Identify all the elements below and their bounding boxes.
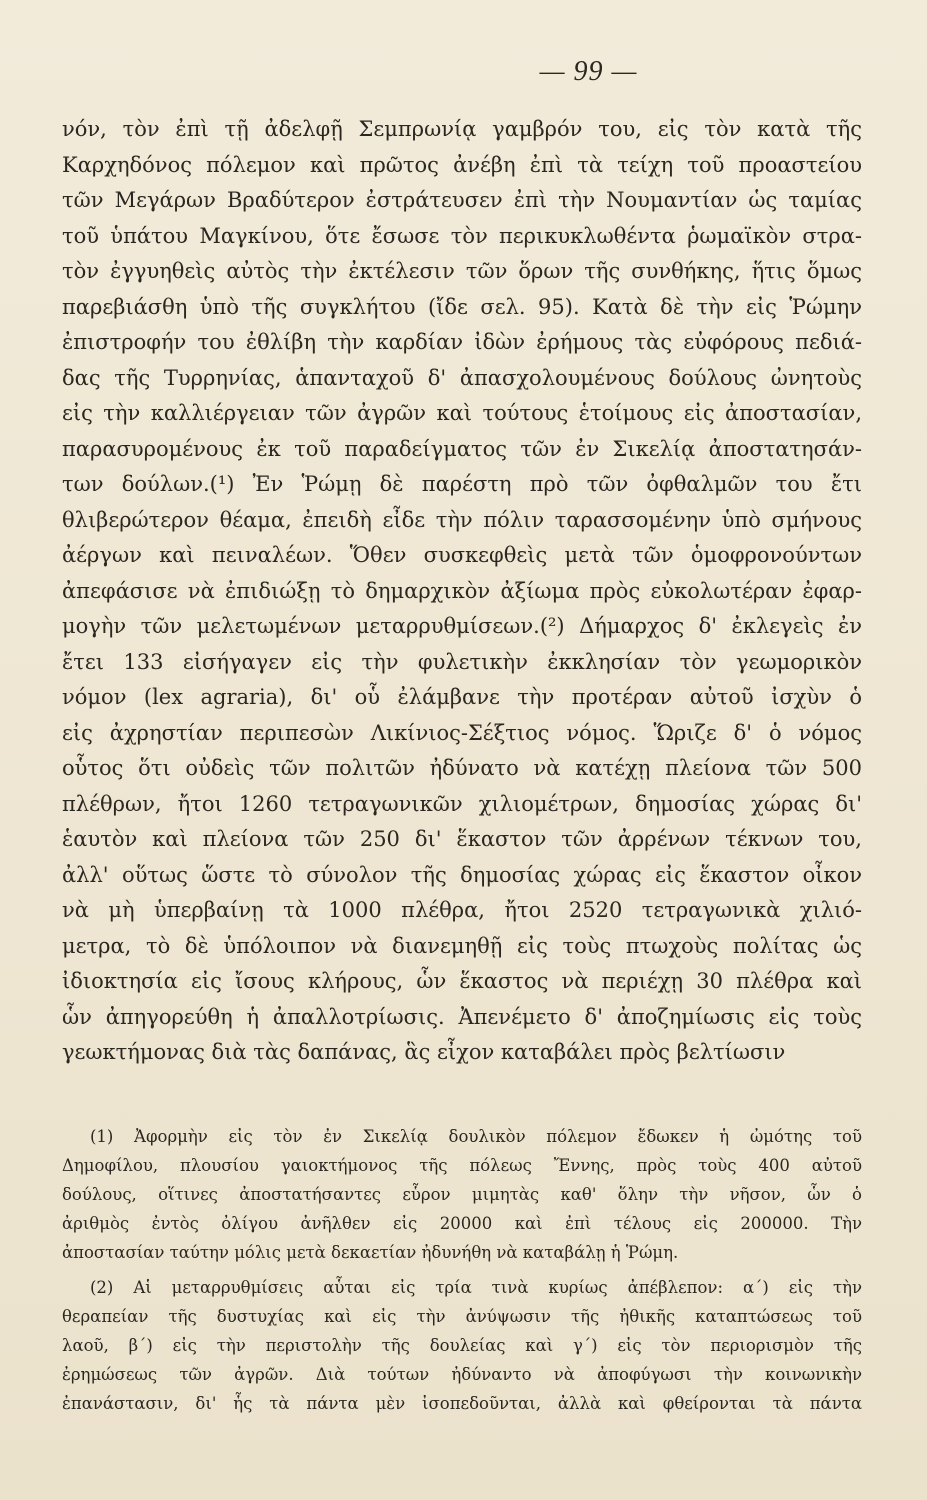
text-line: μογὴν τῶν μελετωμένων μεταρρυθμίσεων.(²) Δήμαρχος δ' ἐκλεγεὶς ἐν — [62, 614, 862, 638]
text-line: παρεβιάσθη ὑπὸ τῆς συγκλήτου (ἴδε σελ. 95). Κατὰ δὲ τὴν εἰς Ῥώμην — [62, 294, 862, 319]
footnote-line: θεραπείαν τῆς δυστυχίας καὶ εἰς τὴν ἀνύψωσιν τῆς ἠθικῆς καταπτώσεως τοῦ — [62, 1307, 862, 1326]
text-line: νόν, τὸν ἐπὶ τῇ ἀδελφῇ Σεμπρωνίᾳ γαμβρόν του, εἰς τὸν κατὰ τῆς — [62, 117, 862, 141]
text-line: τοῦ ὑπάτου Μαγκίνου, ὅτε ἔσωσε τὸν περικυκλωθέντα ῥωμαϊκὸν στρα- — [62, 223, 862, 248]
text-line: οὗτος ὅτι οὐδεὶς τῶν πολιτῶν ἠδύνατο νὰ κατέχῃ πλείονα τῶν 500 — [62, 756, 862, 780]
main-text — [62, 112, 862, 1071]
footnote-line: ἐπανάστασιν, δι' ἧς τὰ πάντα μὲν ἰσοπεδοῦνται, ἀλλὰ καὶ φθείρονται τὰ πάντα — [62, 1394, 862, 1413]
footnote-1 — [62, 1122, 862, 1267]
text-line: ἰδιοκτησία εἰς ἴσους κλήρους, ὧν ἕκαστος νὰ περιέχῃ 30 πλέθρα καὶ — [62, 969, 862, 993]
text-line: ἀέργων καὶ πειναλέων. Ὅθεν συσκεφθεὶς μετὰ τῶν ὁμοφρονούντων — [62, 543, 862, 567]
text-line: πλέθρων, ἤτοι 1260 τετραγωνικῶν χιλιομέτρων, δημοσίας χώρας δι' — [62, 791, 862, 816]
text-line: των δούλων.(¹) Ἐν Ῥώμῃ δὲ παρέστη πρὸ τῶν ὀφθαλμῶν του ἔτι — [62, 472, 862, 496]
text-line: τῶν Μεγάρων Βραδύτερον ἐστράτευσεν ἐπὶ τὴν Νουμαντίαν ὡς ταμίας — [62, 188, 862, 212]
text-line: μετρα, τὸ δὲ ὑπόλοιπον νὰ διανεμηθῇ εἰς τοὺς πτωχοὺς πολίτας ὡς — [62, 933, 862, 958]
text-line: Καρχηδόνος πόλεμον καὶ πρῶτος ἀνέβη ἐπὶ τὰ τείχη τοῦ προαστείου — [62, 152, 862, 177]
text-line: εἰς τὴν καλλιέργειαν τῶν ἀγρῶν καὶ τούτους ἑτοίμους εἰς ἀποστασίαν, — [62, 401, 862, 425]
footnote-2 — [62, 1273, 862, 1418]
footnote-line: Δημοφίλου, πλουσίου γαιοκτήμονος τῆς πόλεως Ἔννης, πρὸς τοὺς 400 αὐτοῦ — [62, 1156, 862, 1175]
footnote-line: (2) Αἱ μεταρρυθμίσεις αὗται εἰς τρία τινὰ κυρίως ἀπέβλεπον: α΄) εἰς τὴν — [90, 1278, 862, 1297]
text-line: νόμον (lex agraria), δι' οὗ ἐλάμβανε τὴν προτέραν αὐτοῦ ἰσχὺν ὁ — [62, 685, 862, 709]
text-line: δας τῆς Τυρρηνίας, ἁπανταχοῦ δ' ἀπασχολουμένους δούλους ὠνητοὺς — [62, 365, 862, 390]
footnote-line: λαοῦ, β΄) εἰς τὴν περιστολὴν τῆς δουλείας καὶ γ΄) εἰς τὸν περιορισμὸν τῆς — [62, 1336, 862, 1355]
footnotes — [62, 1122, 862, 1418]
footnote-line: ἐρημώσεως τῶν ἀγρῶν. Διὰ τούτων ἠδύναντο νὰ ἀποφύγωσι τὴν κοινωνικὴν — [62, 1365, 862, 1384]
text-line: ἐπιστροφήν του ἐθλίβη τὴν καρδίαν ἰδὼν ἐρήμους τὰς εὐφόρους πεδιά- — [62, 330, 862, 354]
text-line: ἀλλ' οὕτως ὥστε τὸ σύνολον τῆς δημοσίας χώρας εἰς ἕκαστον οἶκον — [62, 862, 862, 887]
text-line: ἀπεφάσισε νὰ ἐπιδιώξῃ τὸ δημαρχικὸν ἀξίωμα πρὸς εὐκολωτέραν ἐφαρ- — [62, 578, 862, 603]
text-line: παρασυρομένους ἐκ τοῦ παραδείγματος τῶν ἐν Σικελίᾳ ἀποστατησάν- — [62, 436, 862, 461]
footnote-line: (1) Ἀφορμὴν εἰς τὸν ἐν Σικελίᾳ δουλικὸν πόλεμον ἔδωκεν ἡ ὠμότης τοῦ — [90, 1127, 862, 1146]
footnote-line: ἀποστασίαν ταύτην μόλις μετὰ δεκαετίαν ἠδυνήθη νὰ καταβάλῃ ἡ Ῥώμη. — [62, 1243, 679, 1262]
text-line: θλιβερώτερον θέαμα, ἐπειδὴ εἶδε τὴν πόλιν ταρασσομένην ὑπὸ σμήνους — [62, 507, 862, 532]
footnote-line: δούλους, οἵτινες ἀποστατήσαντες εὗρον μιμητὰς καθ' ὅλην τὴν νῆσον, ὧν ὁ — [62, 1185, 862, 1204]
text-line: νὰ μὴ ὑπερβαίνῃ τὰ 1000 πλέθρα, ἤτοι 2520 τετραγωνικὰ χιλιό- — [62, 898, 862, 922]
text-line: ἑαυτὸν καὶ πλείονα τῶν 250 δι' ἕκαστον τῶν ἀρρένων τέκνων του, — [62, 827, 862, 851]
text-line: ὧν ἀπηγορεύθη ἡ ἀπαλλοτρίωσις. Ἀπενέμετο δ' ἀποζημίωσις εἰς τοὺς — [62, 1004, 862, 1029]
text-line: γεωκτήμονας διὰ τὰς δαπάνας, ἃς εἶχον καταβάλει πρὸς βελτίωσιν — [62, 1040, 786, 1064]
text-line: τὸν ἐγγυηθεὶς αὐτὸς τὴν ἐκτέλεσιν τῶν ὅρων τῆς συνθήκης, ἥτις ὅμως — [62, 259, 862, 283]
page-number: — 99 — — [539, 56, 638, 87]
text-line: εἰς ἀχρηστίαν περιπεσὼν Λικίνιος-Σέξτιος νόμος. Ὥριζε δ' ὁ νόμος — [62, 720, 862, 745]
footnote-line: ἀριθμὸς ἐντὸς ὀλίγου ἀνῆλθεν εἰς 20000 καὶ ἐπὶ τέλους εἰς 200000. Τὴν — [62, 1214, 862, 1233]
text-line: ἔτει 133 εἰσήγαγεν εἰς τὴν φυλετικὴν ἐκκλησίαν τὸν γεωμορικὸν — [62, 649, 862, 674]
